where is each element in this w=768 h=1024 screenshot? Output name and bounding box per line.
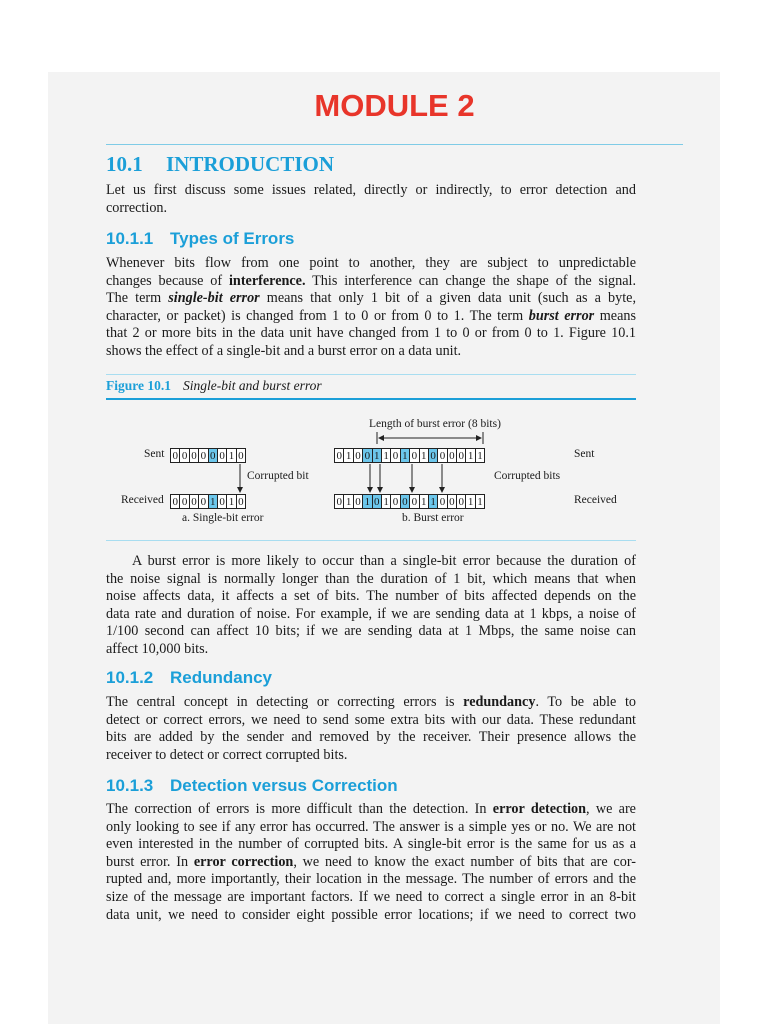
received-bit: 1 (226, 494, 236, 509)
subsection-heading-detection: 10.1.3 Detection versus Correction (106, 776, 398, 795)
sent-bit: 0 (362, 448, 372, 463)
sent-bit: 0 (170, 448, 180, 463)
detection-paragraph: The correction of errors is more difficult than the detection. In error detection, we are only looking to see if any error has occurred. The answer is a simple yes or no. We are not even interested in the number of corrupted bits. A single-bit error is the same for us as a burst error. In error correction, we need to know the exact number of bits that are cor- rupted and, more importantly, their location in the message. The number of errors and the size of the message are important factors. If we need to correct a single error in an 8-bit data unit, we need to consider eight possible error locations; if we need to correct two (106, 801, 636, 923)
received-bit: 0 (189, 494, 199, 509)
sent-bit: 1 (226, 448, 236, 463)
burst-corrupted-label: Corrupted bits (494, 470, 561, 482)
intro-paragraph: Let us first discuss some issues related, directly or indirectly, to error detection and correction. (106, 182, 636, 216)
received-bit: 0 (400, 494, 410, 509)
received-bit: 1 (343, 494, 353, 509)
received-bit: 1 (419, 494, 429, 509)
received-bit: 0 (456, 494, 466, 509)
received-bit: 1 (381, 494, 391, 509)
subsection-heading-redundancy: 10.1.2 Redundancy (106, 668, 273, 687)
received-bit: 0 (372, 494, 382, 509)
sent-bit: 0 (428, 448, 438, 463)
sent-bit: 0 (447, 448, 457, 463)
burst-received-label: Received (574, 494, 617, 506)
sent-bit: 0 (198, 448, 208, 463)
section-title: INTRODUCTION (166, 152, 335, 176)
received-bit: 1 (465, 494, 475, 509)
single-caption: a. Single-bit error (182, 512, 264, 524)
burst-caption: b. Burst error (402, 512, 464, 524)
sent-bit: 1 (372, 448, 382, 463)
sent-bit: 1 (343, 448, 353, 463)
figure-arrows (106, 0, 683, 560)
received-bit: 0 (353, 494, 363, 509)
sent-bit: 1 (419, 448, 429, 463)
sent-bit: 0 (437, 448, 447, 463)
received-bit: 0 (179, 494, 189, 509)
burst-paragraph: A burst error is more likely to occur than a single-bit error because the duration of the noise signal is normally longer than the duration of 1 bit, which means that when noise affects data, it affects a set of bits. The number of bits affected depends on the data rate and duration of noise. For example, if we are sending data at 1 kbps, a noise of 1/100 second can affect 10 bits; if we are sending data at 1 Mbps, the same noise can affect 10,000 bits. (106, 553, 636, 657)
sent-bit: 0 (189, 448, 199, 463)
figure-label: Figure 10.1 (106, 378, 171, 393)
sent-bit: 1 (465, 448, 475, 463)
sent-bit: 0 (409, 448, 419, 463)
figure-title: Single-bit and burst error (183, 378, 322, 393)
single-corrupted-label: Corrupted bit (247, 470, 309, 482)
single-received-label: Received (121, 494, 164, 506)
sent-bit: 0 (217, 448, 227, 463)
burst-sent-label: Sent (574, 448, 595, 460)
sent-bit: 0 (179, 448, 189, 463)
sent-bit: 0 (353, 448, 363, 463)
module-title: MODULE 2 (314, 88, 475, 123)
received-bit: 0 (437, 494, 447, 509)
received-bit: 1 (208, 494, 218, 509)
sent-bit: 0 (208, 448, 218, 463)
section-number: 10.1 (106, 152, 143, 176)
single-sent-label: Sent (144, 448, 165, 460)
sent-bit: 1 (475, 448, 485, 463)
burst-length-label: Length of burst error (8 bits) (369, 418, 501, 430)
figure-bottom-rule (106, 540, 636, 541)
sent-bit: 1 (381, 448, 391, 463)
sent-bit: 0 (390, 448, 400, 463)
types-paragraph: Whenever bits flow from one point to another, they are subject to unpredictable changes because of interference. This interference can change the shape of the signal. The term single-bit error means that only 1 bit of a given data unit (such as a byte, character, or packet) is changed from 1 to 0 or from 0 to 1. The term burst error means that 2 or more bits in the data unit have changed from 1 to 0 or from 0 to 1. Figure 10.1 shows the effect of a single-bit and a burst error on a data unit. (106, 255, 637, 359)
received-bit: 1 (362, 494, 372, 509)
received-bit: 0 (409, 494, 419, 509)
subsection-heading-types: 10.1.1 Types of Errors (106, 229, 295, 248)
sent-bit: 0 (236, 448, 246, 463)
redundancy-paragraph: The central concept in detecting or correcting errors is redundancy. To be able to detect or correct errors, we need to send some extra bits with our data. These redundant bits are added by the sender and removed by the receiver. Their presence allows the receiver to detect or correct corrupted bits. (106, 694, 636, 763)
received-bit: 1 (428, 494, 438, 509)
received-bit: 0 (334, 494, 344, 509)
sent-bit: 0 (456, 448, 466, 463)
sent-bit: 0 (334, 448, 344, 463)
received-bit: 0 (390, 494, 400, 509)
received-bit: 0 (447, 494, 457, 509)
received-bit: 0 (217, 494, 227, 509)
sent-bit: 1 (400, 448, 410, 463)
received-bit: 1 (475, 494, 485, 509)
received-bit: 0 (236, 494, 246, 509)
received-bit: 0 (198, 494, 208, 509)
received-bit: 0 (170, 494, 180, 509)
